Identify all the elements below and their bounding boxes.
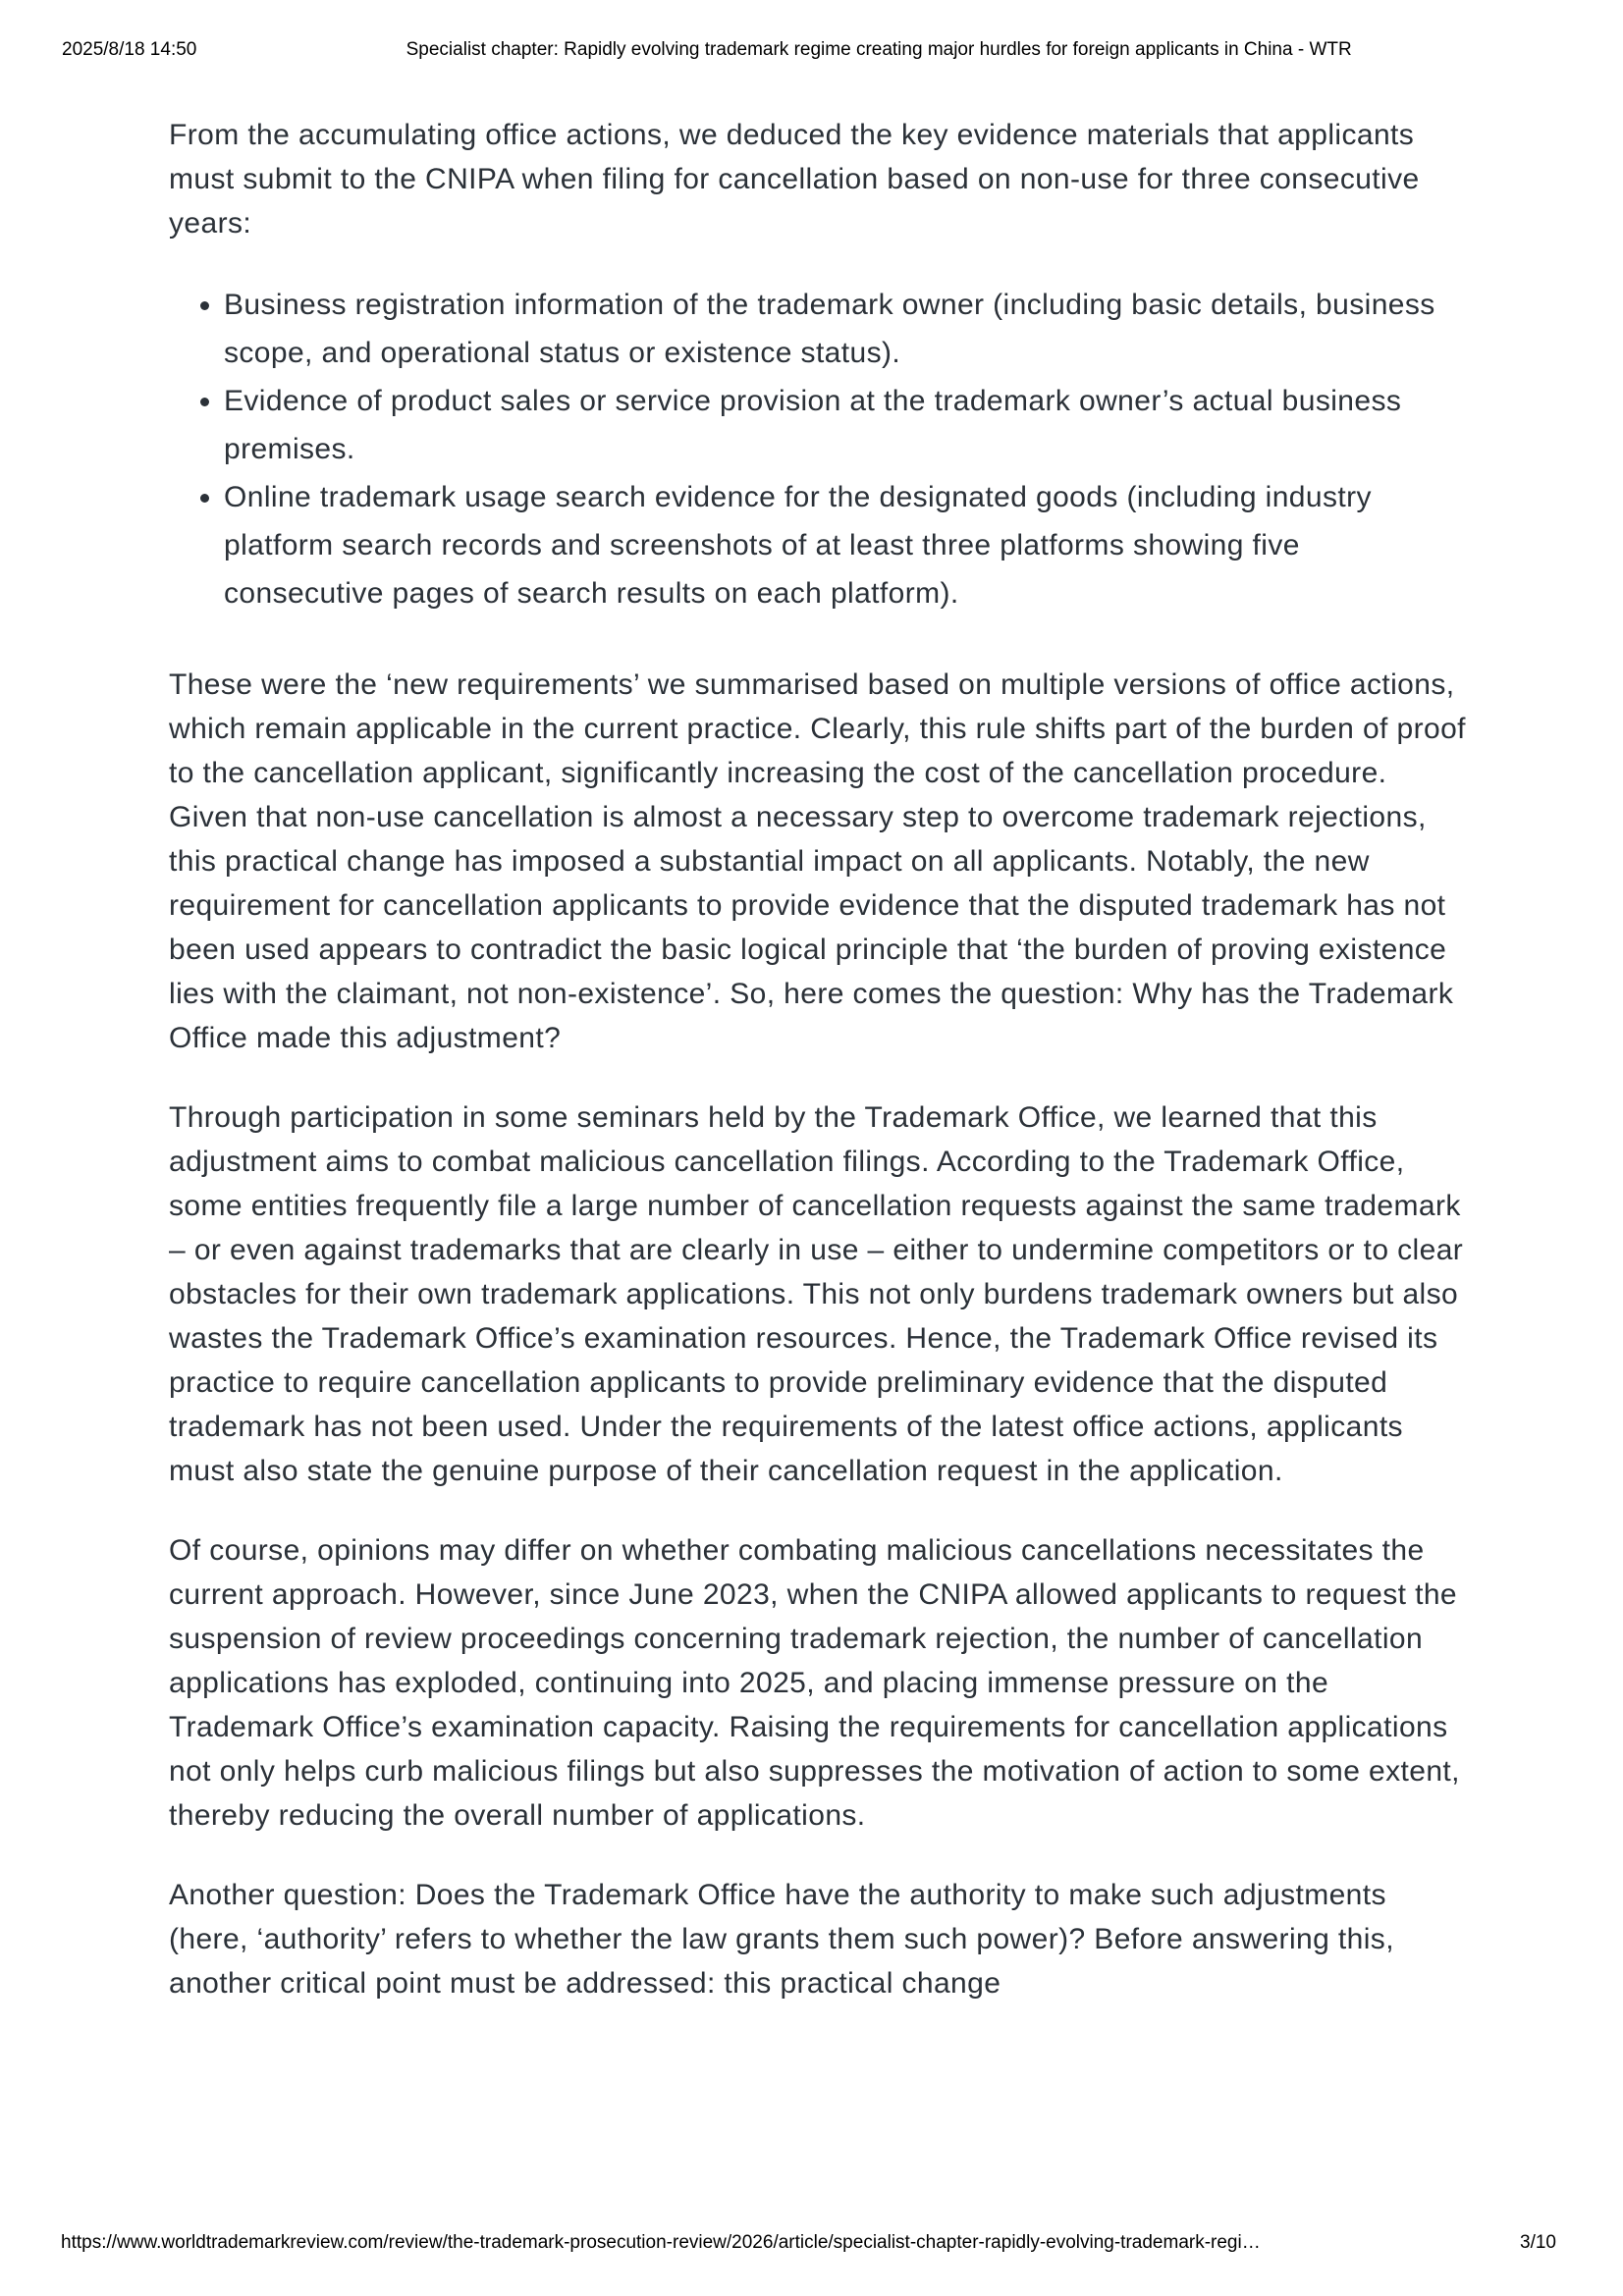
document-title: Specialist chapter: Rapidly evolving trademark regime creating major hurdles for foreign applicants in China - WTR (406, 39, 1352, 60)
bullet-item-sales-evidence: • Evidence of product sales or service provision at the trademark owner’s actual business premises. (224, 377, 1467, 473)
bullet-item-online-search-evidence: • Online trademark usage search evidence for the designated goods (including industry platform search records and screenshots of at least three platforms showing five consecutive pages of search results on each platform). (224, 473, 1467, 617)
paragraph-opinions: Of course, opinions may differ on whether combating malicious cancellations necessitates the current approach. However, since June 2023, when the CNIPA allowed applicants to request the suspension of review proceedings concerning trademark rejection, the number of cancellation applications has exploded, continuing into 2025, and placing immense pressure on the Trademark Office’s examination capacity. Raising the requirements for cancellation applications not only helps curb malicious filings but also suppresses the motivation of action to some extent, thereby reducing the overall number of applications. (169, 1534, 1460, 1832)
intro-paragraph: From the accumulating office actions, we deduced the key evidence materials that applicants must submit to the CNIPA when filing for cancellation based on non-use for three consecutive years: (169, 119, 1420, 240)
paragraph-another-question: Another question: Does the Trademark Office have the authority to make such adjustments (here, ‘authority’ refers to whether the law grants them such power)? Before answering this, another critical point must be addressed: this practical change (169, 1879, 1394, 2000)
evidence-bullet-list (169, 281, 1467, 617)
article-body (169, 113, 1467, 2041)
print-timestamp: 2025/8/18 14:50 (62, 39, 197, 60)
source-url: https://www.worldtrademarkreview.com/review/the-trademark-prosecution-review/2026/article/specialist-chapter-rapidly-evolving-trademark-regi… (61, 2232, 1261, 2253)
bullet-item-business-registration: • Business registration information of the trademark owner (including basic details, business scope, and operational status or existence status). (224, 281, 1467, 377)
paragraph-seminars: Through participation in some seminars held by the Trademark Office, we learned that this adjustment aims to combat malicious cancellation filings. According to the Trademark Office, some entities frequently file a large number of cancellation requests against the same trademark – or even against trademarks that are clearly in use – either to undermine competitors or to clear obstacles for their own trademark applications. This not only burdens trademark owners but also wastes the Trademark Office’s examination resources. Hence, the Trademark Office revised its practice to require cancellation applicants to provide preliminary evidence that the disputed trademark has not been used. Under the requirements of the latest office actions, applicants must also state the genuine purpose of their cancellation request in the application. (169, 1101, 1464, 1487)
paragraph-new-requirements: These were the ‘new requirements’ we summarised based on multiple versions of office actions, which remain applicable in the current practice. Clearly, this rule shifts part of the burden of proof to the cancellation applicant, significantly increasing the cost of the cancellation procedure. Given that non-use cancellation is almost a necessary step to overcome trademark rejections, this practical change has imposed a substantial impact on all applicants. Notably, the new requirement for cancellation applicants to provide evidence that the disputed trademark has not been used appears to contradict the basic logical principle that ‘the burden of proving existence lies with the claimant, not non-existence’. So, here comes the question: Why has the Trademark Office made this adjustment? (169, 668, 1466, 1054)
page-number-indicator: 3/10 (1520, 2232, 1556, 2253)
print-footer (61, 2232, 1556, 2254)
print-header (62, 39, 1561, 61)
